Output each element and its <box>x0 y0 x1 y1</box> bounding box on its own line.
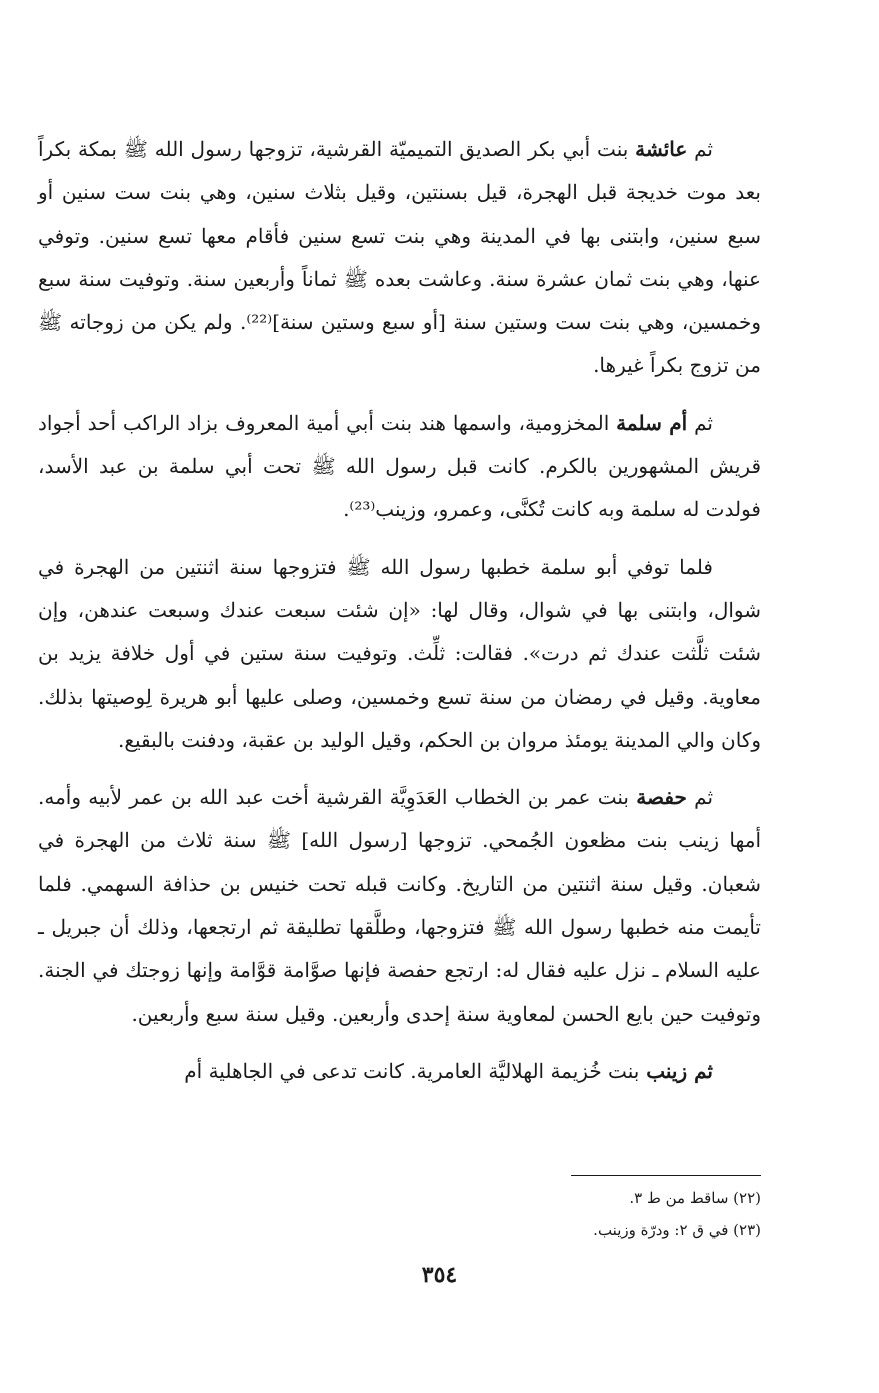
paragraph-text: فلما توفي أبو سلمة خطبها رسول الله ﷺ فتزوجها سنة اثنتين من الهجرة في شوال، وابتنى بها في شوال، وقال لها: «إن شئت سبعت عندك وسبعت عندهن، وإن شئت ثلَّثت عندك ثم درت». فقالت: ثلِّث. وتوفيت سنة ستين في أول خلافة يزيد بن معاوية. وقيل في رمضان من سنة تسع وخمسين، وصلى عليها أبو هريرة لِوصيتها بذلك. وكان والي المدينة يومئذ مروان بن الحكم، وقيل الوليد بن عقبة، ودفنت بالبقيع. <box>38 554 761 752</box>
body-text <box>38 128 761 1093</box>
paragraph-text: المخزومية، واسمها هند بنت أبي أمية المعروف بزاد الراكب أحد أجواد قريش المشهورين بالكرم. كانت قبل رسول الله ﷺ تحت أبي سلمة بن عبد الأسد، فولدت له سلمة وبه كانت تُكنَّى، وعمرو، وزينب⁽²³⁾. <box>38 410 761 522</box>
paragraph-umm-salama <box>38 402 761 532</box>
person-name: عائشة <box>635 137 688 161</box>
footnote-23: (٢٣) في ق ٢: ودرّة وزينب. <box>593 1221 761 1239</box>
paragraph-lead: ثم <box>686 785 714 810</box>
footnote-22: (٢٢) ساقط من ط ٣. <box>629 1189 761 1207</box>
page-number: ٣٥٤ <box>421 1262 458 1288</box>
paragraph-abu-salama-death <box>38 546 761 762</box>
paragraph-text: بنت أبي بكر الصديق التميميّة القرشية، تزوجها رسول الله ﷺ بمكة بكراً بعد موت خديجة قبل الهجرة، قيل بسنتين، وقيل بثلاث سنين، وهي بنت ست سنين أو سبع سنين، وابتنى بها في المدينة وهي بنت تسع سنين فأقام معها تسع سنين. وتوفي عنها، وهي بنت ثمان عشرة سنة. وعاشت بعده ﷺ ثماناً وأربعين سنة. وتوفيت سنة سبع وخمسين، وهي بنت ست وستين سنة [أو سبع وستين سنة]⁽²²⁾. ولم يكن من زوجاته ﷺ من تزوج بكراً غيرها. <box>38 137 761 378</box>
person-name: حفصة <box>636 785 687 810</box>
person-name: أم سلمة <box>616 410 688 435</box>
paragraph-text: بنت عمر بن الخطاب العَدَوِيَّة القرشية أخت عبد الله بن عمر لأبيه وأمه. أمها زينب بنت مظعون الجُمحي. تزوجها [رسول الله] ﷺ سنة ثلاث من الهجرة في شعبان. وقيل سنة اثنتين من التاريخ. وكانت قبله تحت خنيس بن حذافة السهمي. فلما تأيمت منه خطبها رسول الله ﷺ فتزوجها، وطلَّقها تطليقة ثم ارتجعها، وذلك أن جبريل ـ عليه السلام ـ نزل عليه فقال له: ارتجع حفصة فإنها صوَّامة قوَّامة وإنها زوجتك في الجنة. وتوفيت حين بايع الحسن لمعاوية سنة إحدى وأربعين. وقيل سنة سبع وأربعين. <box>38 785 761 1026</box>
paragraph-lead: ثم زينب <box>639 1058 713 1083</box>
paragraph-aisha <box>38 128 761 388</box>
paragraph-text: بنت خُزيمة الهلاليَّة العامرية. كانت تدعى في الجاهلية أم <box>184 1058 640 1083</box>
paragraph-lead: ثم <box>687 137 713 161</box>
footnote-divider <box>571 1175 761 1176</box>
footnotes <box>371 1175 761 1246</box>
paragraph-hafsa <box>38 776 761 1036</box>
paragraph-lead: ثم <box>687 410 713 435</box>
paragraph-zaynab <box>38 1050 761 1093</box>
